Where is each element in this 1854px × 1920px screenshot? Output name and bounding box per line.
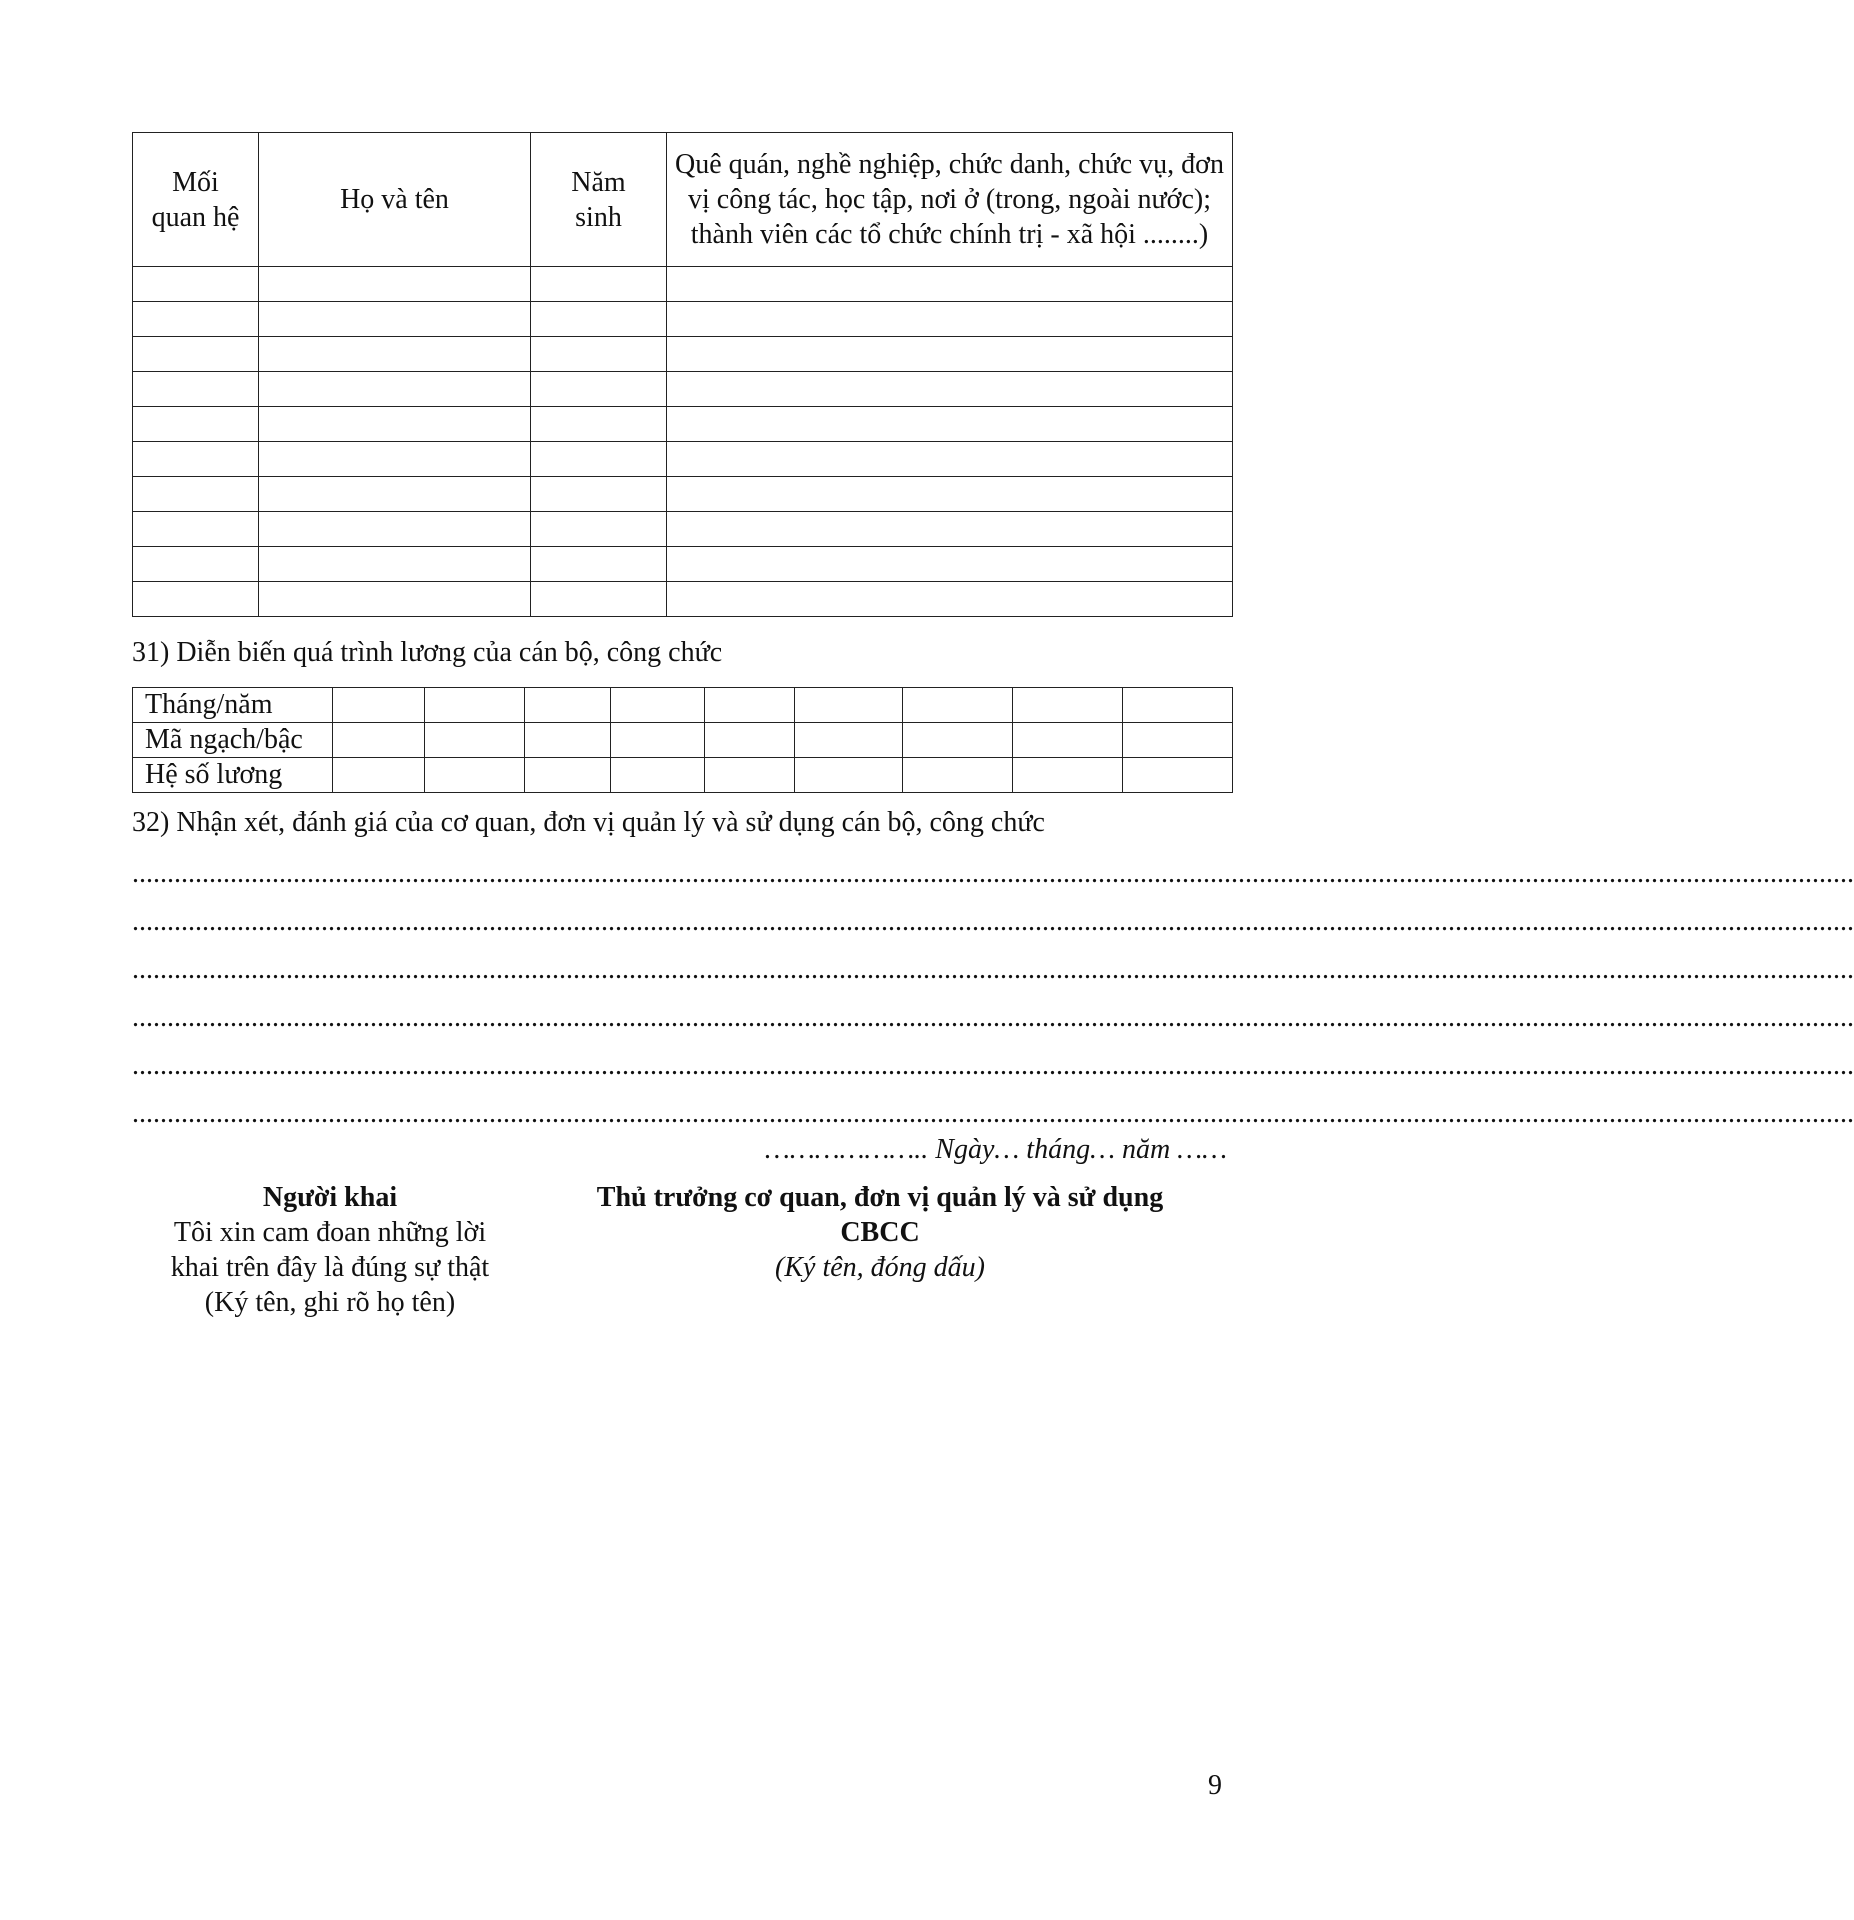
- salary-row-coefficient: [133, 758, 1233, 793]
- salary-row-grade: [133, 723, 1233, 758]
- declarant-signature-block: [130, 1180, 530, 1320]
- table-row: [133, 512, 1233, 547]
- table-row: [133, 407, 1233, 442]
- row-label-coefficient: Hệ số lương: [133, 758, 333, 793]
- header-details: Quê quán, nghề nghiệp, chức danh, chức vụ, đơn vị công tác, học tập, nơi ở (trong, ngoài nước); thành viên các tổ chức chính trị - xã hội ........): [667, 133, 1233, 267]
- row-label-month-year: Tháng/năm: [133, 688, 333, 723]
- table-row: [133, 302, 1233, 337]
- table-row: [133, 582, 1233, 617]
- table-row: [133, 477, 1233, 512]
- table-header-row: [133, 133, 1233, 267]
- salary-row-month-year: [133, 688, 1233, 723]
- date-line: ……………….. Ngày… tháng… năm ……: [764, 1134, 1227, 1165]
- table-row: [133, 442, 1233, 477]
- section-32-title: 32) Nhận xét, đánh giá của cơ quan, đơn vị quản lý và sử dụng cán bộ, công chức: [132, 807, 1045, 838]
- table-row: [133, 267, 1233, 302]
- agency-sign-note: (Ký tên, đóng dấu): [775, 1252, 985, 1283]
- dotted-line: ......................................................................................................................................................................................................................................................: [132, 1098, 1854, 1129]
- table-row: [133, 372, 1233, 407]
- declarant-title: Người khai: [262, 1182, 398, 1213]
- dotted-line: ......................................................................................................................................................................................................................................................: [132, 906, 1854, 937]
- agency-head-title: Thủ trưởng cơ quan, đơn vị quản lý và sử dụng: [596, 1182, 1164, 1213]
- agency-head-title-cont: CBCC: [840, 1217, 920, 1248]
- declarant-statement-line: Tôi xin cam đoan những lời: [173, 1217, 487, 1248]
- family-relations-table: [132, 132, 1233, 617]
- table-row: [133, 547, 1233, 582]
- dotted-line: ......................................................................................................................................................................................................................................................: [132, 858, 1854, 889]
- declarant-statement-line: khai trên đây là đúng sự thật: [170, 1252, 490, 1283]
- salary-history-table: [132, 687, 1233, 793]
- header-relationship: Mối quan hệ: [133, 133, 259, 267]
- declarant-sign-note: (Ký tên, ghi rõ họ tên): [204, 1287, 456, 1318]
- row-label-grade: Mã ngạch/bậc: [133, 723, 333, 758]
- page-number: 9: [1208, 1770, 1222, 1801]
- section-31-title: 31) Diễn biến quá trình lương của cán bộ, công chức: [132, 637, 723, 668]
- table-row: [133, 337, 1233, 372]
- header-birth-year: Năm sinh: [531, 133, 667, 267]
- dotted-line: ......................................................................................................................................................................................................................................................: [132, 1050, 1854, 1081]
- dotted-line: ......................................................................................................................................................................................................................................................: [132, 1002, 1854, 1033]
- header-full-name: Họ và tên: [259, 133, 531, 267]
- dotted-line: ......................................................................................................................................................................................................................................................: [132, 954, 1854, 985]
- head-of-agency-signature-block: [570, 1180, 1190, 1285]
